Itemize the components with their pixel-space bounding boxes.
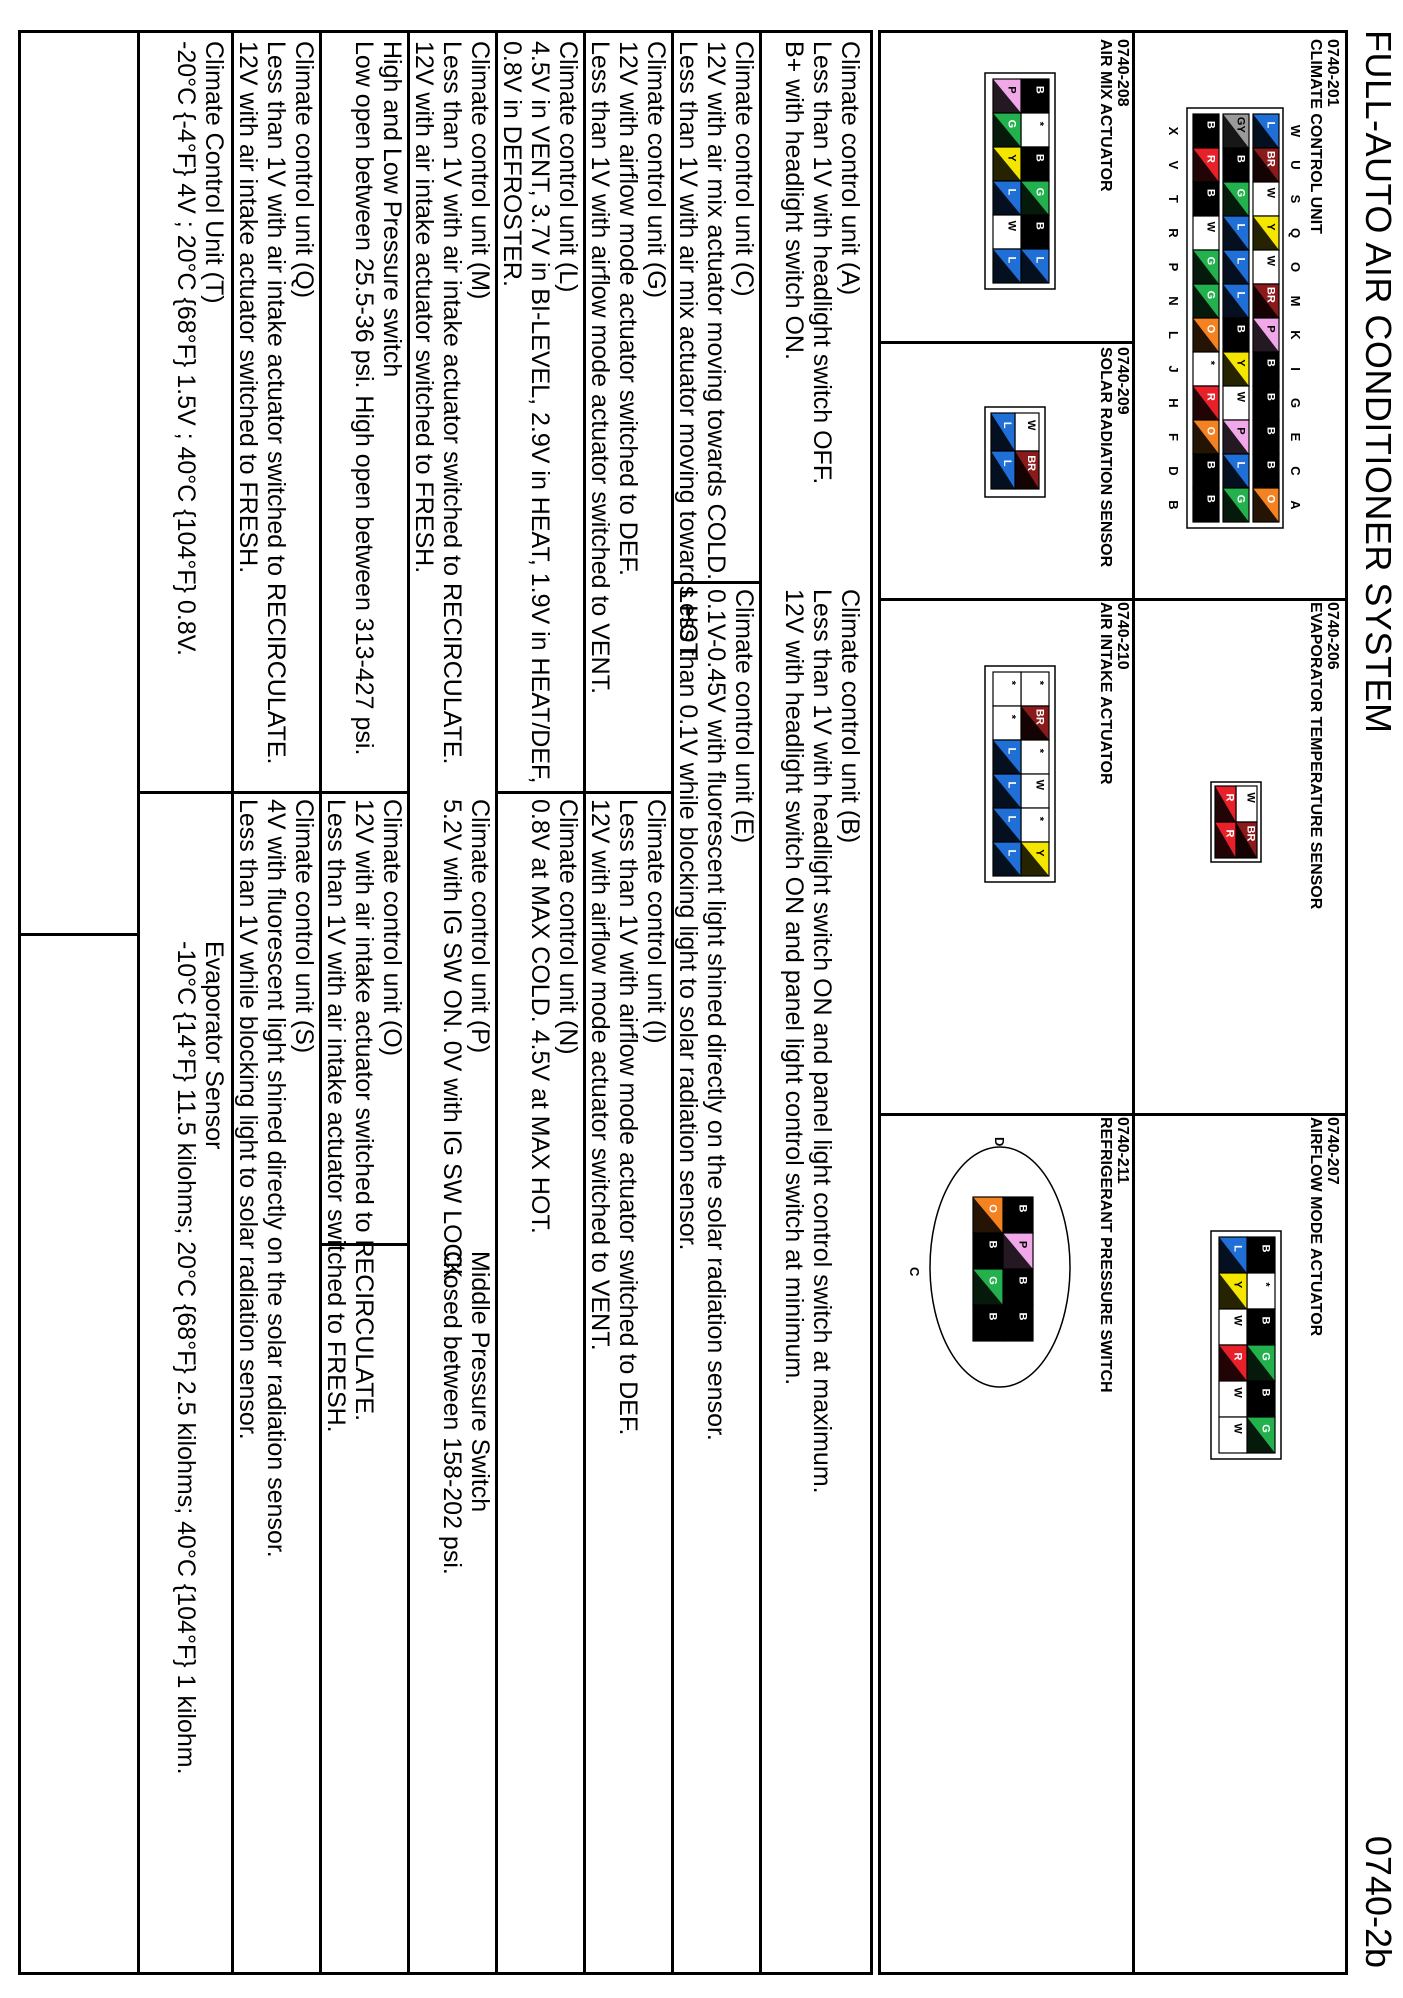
pin-4: [991, 451, 1015, 489]
spec-evaporator-sensor: Evaporator Sensor -10°C {14°F} 11.5 kilohms; 20°C {68°F} 2.5 kilohms; 40°C {104°F} 1 kilohm.: [172, 941, 228, 1775]
bottom-pin-11: [1193, 454, 1219, 488]
top-pin-7: [1253, 318, 1279, 352]
svg-text:*: *: [1033, 680, 1046, 686]
svg-text:G: G: [1204, 256, 1217, 266]
svg-text:W: W: [1005, 220, 1018, 232]
top-pin-3: [1253, 182, 1279, 216]
mid-pin-8: [1223, 352, 1249, 386]
bottom-pin-4: [993, 774, 1021, 808]
svg-text:B: B: [1204, 120, 1217, 129]
svg-text:O: O: [986, 1204, 999, 1213]
solar-sensor-connector-drawing: [885, 347, 1085, 587]
bottom-pin-4: [1193, 216, 1219, 250]
svg-text:W: W: [1204, 221, 1217, 233]
mid-pin-9: [1223, 386, 1249, 420]
spec-climate-control-s: Climate control unit (S) 4V with fluorescent light shined directly on the solar radiation sensor. Less than 1V while blocking light to solar radiation sensor.: [234, 799, 318, 1558]
bottom-pin-1: [993, 79, 1021, 113]
svg-text:L: L: [1033, 256, 1046, 264]
pin-letter: M: [1288, 295, 1303, 307]
svg-text:BR: BR: [1264, 286, 1277, 303]
top-pin-1: [1021, 79, 1049, 113]
svg-text:L: L: [1005, 747, 1018, 755]
mid-pin-11: [1223, 454, 1249, 488]
svg-text:L: L: [1005, 815, 1018, 823]
pin-letter: O: [1288, 261, 1303, 273]
mid-pin-4: [1223, 216, 1249, 250]
airflow-actuator-connector-drawing: [1141, 1117, 1311, 1957]
svg-text:W: W: [1234, 391, 1247, 403]
connector-name: AIR INTAKE ACTUATOR: [1097, 602, 1114, 785]
top-pin-2: [1021, 706, 1049, 740]
svg-text:R: R: [1231, 1352, 1244, 1361]
svg-text:B: B: [1234, 154, 1247, 163]
pin-letter: I: [1288, 367, 1303, 371]
svg-text:*: *: [1033, 816, 1046, 822]
top-pin-9: [1253, 386, 1279, 420]
bottom-pin-2: [1193, 148, 1219, 182]
top-pin-3: [1021, 147, 1049, 181]
svg-text:R: R: [1223, 829, 1236, 838]
connector-name: CLIMATE CONTROL UNIT: [1307, 39, 1324, 234]
svg-text:O: O: [1264, 494, 1277, 504]
terminal-label-d: D: [992, 1137, 1007, 1147]
top-pin-5: [1247, 1381, 1275, 1417]
bottom-pin-4: [993, 181, 1021, 215]
bottom-pin-2: [993, 706, 1021, 740]
pin-4: [1215, 822, 1236, 858]
connector-code: 0740-209: [1114, 347, 1131, 415]
terminal-label-c: C: [907, 1267, 922, 1277]
top-pin-1: [1021, 672, 1049, 706]
bottom-pin-3: [973, 1269, 1003, 1305]
top-pin-5: [1253, 250, 1279, 284]
top-pin-10: [1253, 420, 1279, 454]
spec-climate-control-l: Climate control unit (L) 4.5V in VENT, 3.7V in BI-LEVEL, 2.9V in HEAT, 1.9V in HEAT/DEF, 0.8V in DEFROSTER.: [498, 41, 582, 784]
pin-2: [1236, 822, 1257, 858]
pin-letter: A: [1288, 500, 1303, 510]
top-pin-5: [1021, 215, 1049, 249]
svg-text:G: G: [1005, 119, 1018, 129]
spec-climate-control-a: Climate control unit (A) Less than 1V with headlight switch OFF. B+ with headlight switch ON.: [780, 41, 864, 485]
pin-letter: Q: [1288, 227, 1303, 239]
spec-high-low-pressure-switch: High and Low Pressure switch Low open between 25.5-36 psi. High open between 313-427 psi.: [350, 41, 406, 756]
svg-text:Y: Y: [1264, 223, 1277, 231]
spec-climate-control-g: Climate control unit (G) 12V with airflow mode actuator switched to DEF. Less than 1V with airflow mode actuator switched to VENT.: [586, 41, 670, 695]
pin-letter: K: [1288, 330, 1303, 340]
svg-text:B: B: [1016, 1276, 1029, 1285]
svg-text:O: O: [1204, 324, 1217, 334]
svg-text:B: B: [1259, 1244, 1272, 1253]
top-pin-4: [1003, 1305, 1033, 1341]
svg-text:B: B: [1264, 358, 1277, 367]
bottom-pin-2: [993, 113, 1021, 147]
bottom-pin-10: [1193, 420, 1219, 454]
bottom-pin-6: [993, 842, 1021, 876]
climate-control-unit-connector-drawing: [1141, 39, 1311, 579]
bottom-pin-5: [993, 215, 1021, 249]
air-mix-actuator-connector-drawing: [885, 39, 1095, 339]
svg-text:*: *: [1259, 1282, 1272, 1287]
top-pin-12: [1253, 488, 1279, 522]
svg-text:BR: BR: [1033, 708, 1046, 725]
pin-1: [1236, 786, 1257, 822]
svg-text:Y: Y: [1033, 849, 1046, 857]
bottom-pin-4: [973, 1305, 1003, 1341]
svg-text:L: L: [1001, 459, 1014, 467]
svg-text:B: B: [1264, 426, 1277, 435]
mid-pin-7: [1223, 318, 1249, 352]
bottom-pin-5: [1193, 250, 1219, 284]
svg-text:B: B: [1033, 85, 1046, 94]
svg-text:W: W: [1231, 1315, 1244, 1326]
pin-letter: J: [1166, 365, 1181, 373]
bottom-pin-1: [1219, 1237, 1247, 1273]
svg-text:R: R: [1223, 793, 1236, 802]
top-pin-6: [1247, 1417, 1275, 1453]
svg-text:L: L: [1005, 781, 1018, 789]
svg-text:B: B: [1234, 324, 1247, 333]
mid-pin-12: [1223, 488, 1249, 522]
svg-text:L: L: [1264, 121, 1277, 129]
svg-text:R: R: [1204, 154, 1217, 163]
svg-text:L: L: [1234, 291, 1247, 299]
svg-text:B: B: [1016, 1312, 1029, 1321]
pin-letter: N: [1166, 296, 1181, 306]
pin-letter: E: [1288, 432, 1303, 442]
air-intake-actuator-connector-drawing: [885, 602, 1095, 1102]
top-pin-2: [1021, 113, 1049, 147]
svg-text:B: B: [1204, 188, 1217, 197]
pin-3: [991, 413, 1015, 451]
connector-name: SOLAR RADIATION SENSOR: [1097, 347, 1114, 568]
svg-text:G: G: [1204, 290, 1217, 300]
svg-text:*: *: [1204, 360, 1217, 366]
svg-text:G: G: [986, 1276, 999, 1285]
connector-name: AIRFLOW MODE ACTUATOR: [1307, 1117, 1324, 1337]
spec-climate-control-i: Climate control unit (I) Less than 1V with airflow mode actuator switched to DEF. 12V with airflow mode actuator switched to VENT.: [586, 799, 670, 1436]
evaporator-sensor-connector-drawing: [1141, 602, 1311, 1102]
svg-text:W: W: [1264, 255, 1277, 267]
svg-text:*: *: [1033, 121, 1046, 127]
pin-letter: D: [1166, 466, 1181, 476]
svg-text:P: P: [1234, 427, 1247, 435]
svg-text:G: G: [1033, 187, 1046, 197]
top-pin-6: [1253, 284, 1279, 318]
svg-text:Y: Y: [1231, 1280, 1244, 1289]
connector-name: AIR MIX ACTUATOR: [1097, 39, 1114, 192]
connector-code: 0740-211: [1114, 1117, 1131, 1184]
svg-text:O: O: [1204, 426, 1217, 436]
connector-code: 0740-208: [1114, 39, 1131, 107]
pin-letter: B: [1166, 500, 1181, 510]
top-pin-4: [1253, 216, 1279, 250]
spec-climate-control-o: Climate control unit (O) 12V with air intake actuator switched to RECIRCULATE. Less than 1V with air intake actuator switched to FRESH.: [322, 799, 406, 1433]
pin-letter: X: [1166, 126, 1181, 136]
voltage-spec-panel: [18, 30, 873, 1975]
svg-text:W: W: [1231, 1423, 1244, 1434]
bottom-pin-6: [1219, 1417, 1247, 1453]
pressure-switch-connector-drawing: [885, 1117, 1095, 1537]
spec-climate-control-t: Climate Control Unit (T) -20°C {-4°F} 4V ; 20°C {68°F} 1.5V ; 40°C {104°F} 0.8V.: [172, 41, 228, 656]
svg-text:W: W: [1264, 187, 1277, 199]
svg-text:B: B: [1259, 1316, 1272, 1325]
top-pin-6: [1021, 249, 1049, 283]
connector-code: 0740-207: [1324, 1117, 1341, 1185]
svg-text:G: G: [1234, 494, 1247, 504]
bottom-pin-2: [973, 1233, 1003, 1269]
bottom-pin-4: [1219, 1345, 1247, 1381]
pin-letter: U: [1288, 160, 1303, 170]
bottom-pin-8: [1193, 352, 1219, 386]
connector-code: 0740-210: [1114, 602, 1131, 670]
svg-text:L: L: [1234, 461, 1247, 469]
bottom-pin-3: [1219, 1309, 1247, 1345]
svg-text:L: L: [1005, 849, 1018, 857]
pin-letter: F: [1166, 433, 1181, 441]
spec-climate-control-c: Climate control unit (C) 12V with air mix actuator moving towards COLD. Less than 1V with air mix actuator moving towards HOT.: [674, 41, 758, 663]
top-pin-3: [1003, 1269, 1033, 1305]
bottom-pin-3: [993, 740, 1021, 774]
svg-text:L: L: [1234, 257, 1247, 265]
svg-text:L: L: [1001, 421, 1014, 429]
mid-pin-6: [1223, 284, 1249, 318]
svg-text:B: B: [1016, 1204, 1029, 1213]
bottom-pin-6: [993, 249, 1021, 283]
connector-0740-211: [883, 1117, 1131, 1969]
spec-climate-control-n: Climate control unit (N) 0.8V at MAX COLD. 4.5V at MAX HOT.: [526, 799, 582, 1234]
svg-text:*: *: [1005, 714, 1018, 720]
svg-text:B: B: [1033, 153, 1046, 162]
mid-pin-2: [1223, 148, 1249, 182]
svg-text:B: B: [1264, 392, 1277, 401]
pin-1: [1015, 413, 1039, 451]
connector-0740-206: [1137, 602, 1341, 1110]
pin-letter: P: [1166, 262, 1181, 272]
bottom-pin-5: [1219, 1381, 1247, 1417]
bottom-pin-12: [1193, 488, 1219, 522]
top-pin-3: [1247, 1309, 1275, 1345]
bottom-pin-9: [1193, 386, 1219, 420]
connector-diagram-panel: [878, 30, 1348, 1975]
bottom-pin-5: [993, 808, 1021, 842]
top-pin-2: [1247, 1273, 1275, 1309]
connector-name: REFRIGERANT PRESSURE SWITCH: [1097, 1117, 1114, 1393]
bottom-pin-3: [1193, 182, 1219, 216]
svg-text:W: W: [1033, 779, 1046, 791]
bottom-pin-1: [993, 672, 1021, 706]
mid-pin-5: [1223, 250, 1249, 284]
mid-pin-10: [1223, 420, 1249, 454]
svg-text:W: W: [1025, 419, 1038, 431]
pin-letter: G: [1288, 397, 1303, 409]
top-pin-2: [1253, 148, 1279, 182]
svg-text:BR: BR: [1025, 455, 1038, 472]
spec-climate-control-p: Climate control unit (P) 5.2V with IG SW ON. 0V with IG SW LOCK.: [438, 799, 494, 1286]
svg-text:BR: BR: [1244, 825, 1257, 842]
connector-code: 0740-201: [1324, 39, 1341, 107]
pin-letter: T: [1166, 195, 1181, 203]
mid-pin-3: [1223, 182, 1249, 216]
top-pin-2: [1003, 1233, 1033, 1269]
svg-text:GY: GY: [1234, 116, 1247, 133]
bottom-pin-1: [973, 1197, 1003, 1233]
bottom-pin-7: [1193, 318, 1219, 352]
svg-text:*: *: [1033, 748, 1046, 754]
bottom-pin-2: [1219, 1273, 1247, 1309]
spec-climate-control-q: Climate control unit (Q) Less than 1V with air intake actuator switched to RECIRCULATE. 12V with air intake actuator switched to FRESH.: [234, 41, 318, 765]
pin-3: [1215, 786, 1236, 822]
bottom-pin-3: [993, 147, 1021, 181]
spec-climate-control-e: Climate control unit (E) 0.1V-0.45V with fluorescent light shined directly on the solar radiation sensor. Less than 0.1V while blocking light to solar radiation sensor.: [674, 589, 758, 1441]
svg-text:Y: Y: [1005, 154, 1018, 162]
pin-letter: H: [1166, 398, 1181, 408]
svg-text:Y: Y: [1234, 359, 1247, 367]
top-pin-4: [1247, 1345, 1275, 1381]
connector-0740-209: [883, 347, 1131, 595]
pin-2: [1015, 451, 1039, 489]
connector-0740-207: [1137, 1117, 1341, 1969]
connector-0740-210: [883, 602, 1131, 1110]
svg-text:L: L: [1005, 256, 1018, 264]
pin-letter: L: [1166, 331, 1181, 339]
svg-text:B: B: [1033, 221, 1046, 230]
bottom-pin-1: [1193, 114, 1219, 148]
top-pin-5: [1021, 808, 1049, 842]
top-pin-4: [1021, 774, 1049, 808]
svg-text:L: L: [1234, 223, 1247, 231]
svg-text:G: G: [1234, 188, 1247, 198]
svg-text:B: B: [986, 1312, 999, 1321]
pin-letter: W: [1288, 124, 1303, 138]
svg-text:L: L: [1231, 1245, 1244, 1252]
svg-text:B: B: [986, 1240, 999, 1249]
top-pin-6: [1021, 842, 1049, 876]
mid-pin-1: [1223, 114, 1249, 148]
svg-text:P: P: [1016, 1240, 1029, 1249]
spec-climate-control-m: Climate control unit (M) Less than 1V with air intake actuator switched to RECIRCULATE. 12V with air intake actuator switched to FRESH.: [410, 41, 494, 765]
top-pin-1: [1247, 1237, 1275, 1273]
bottom-pin-6: [1193, 284, 1219, 318]
pin-letter: R: [1166, 228, 1181, 238]
top-pin-3: [1021, 740, 1049, 774]
pin-letter: S: [1288, 194, 1303, 204]
page-number: 0740-2b: [1358, 1835, 1399, 1968]
connector-code: 0740-206: [1324, 602, 1341, 670]
top-pin-11: [1253, 454, 1279, 488]
svg-text:B: B: [1264, 460, 1277, 469]
top-pin-8: [1253, 352, 1279, 386]
top-pin-1: [1003, 1197, 1033, 1233]
svg-text:G: G: [1259, 1352, 1272, 1361]
spec-climate-control-b: Climate control unit (B) Less than 1V with headlight switch ON and panel light control switch at maximum. 12V with headlight switch ON and panel light control switch at minimum.: [780, 589, 864, 1494]
svg-text:L: L: [1005, 188, 1018, 196]
svg-text:P: P: [1005, 86, 1018, 94]
top-pin-4: [1021, 181, 1049, 215]
connector-0740-201: [1137, 39, 1341, 594]
page-title: FULL-AUTO AIR CONDITIONER SYSTEM: [1358, 30, 1399, 734]
svg-text:B: B: [1204, 494, 1217, 503]
svg-text:B: B: [1259, 1388, 1272, 1397]
svg-text:G: G: [1259, 1424, 1272, 1433]
pin-letter: C: [1288, 466, 1303, 476]
svg-text:BR: BR: [1264, 150, 1277, 167]
svg-text:B: B: [1204, 460, 1217, 469]
svg-text:P: P: [1264, 325, 1277, 333]
svg-text:R: R: [1204, 392, 1217, 401]
connector-name: EVAPORATOR TEMPERATURE SENSOR: [1307, 602, 1324, 910]
connector-0740-208: [883, 39, 1131, 339]
pin-letter: V: [1166, 160, 1181, 170]
svg-text:*: *: [1005, 680, 1018, 686]
svg-text:W: W: [1244, 792, 1257, 803]
svg-text:W: W: [1231, 1387, 1244, 1398]
spec-middle-pressure-switch: Middle Pressure Switch Closed between 158-202 psi.: [438, 1251, 494, 1575]
top-pin-1: [1253, 114, 1279, 148]
